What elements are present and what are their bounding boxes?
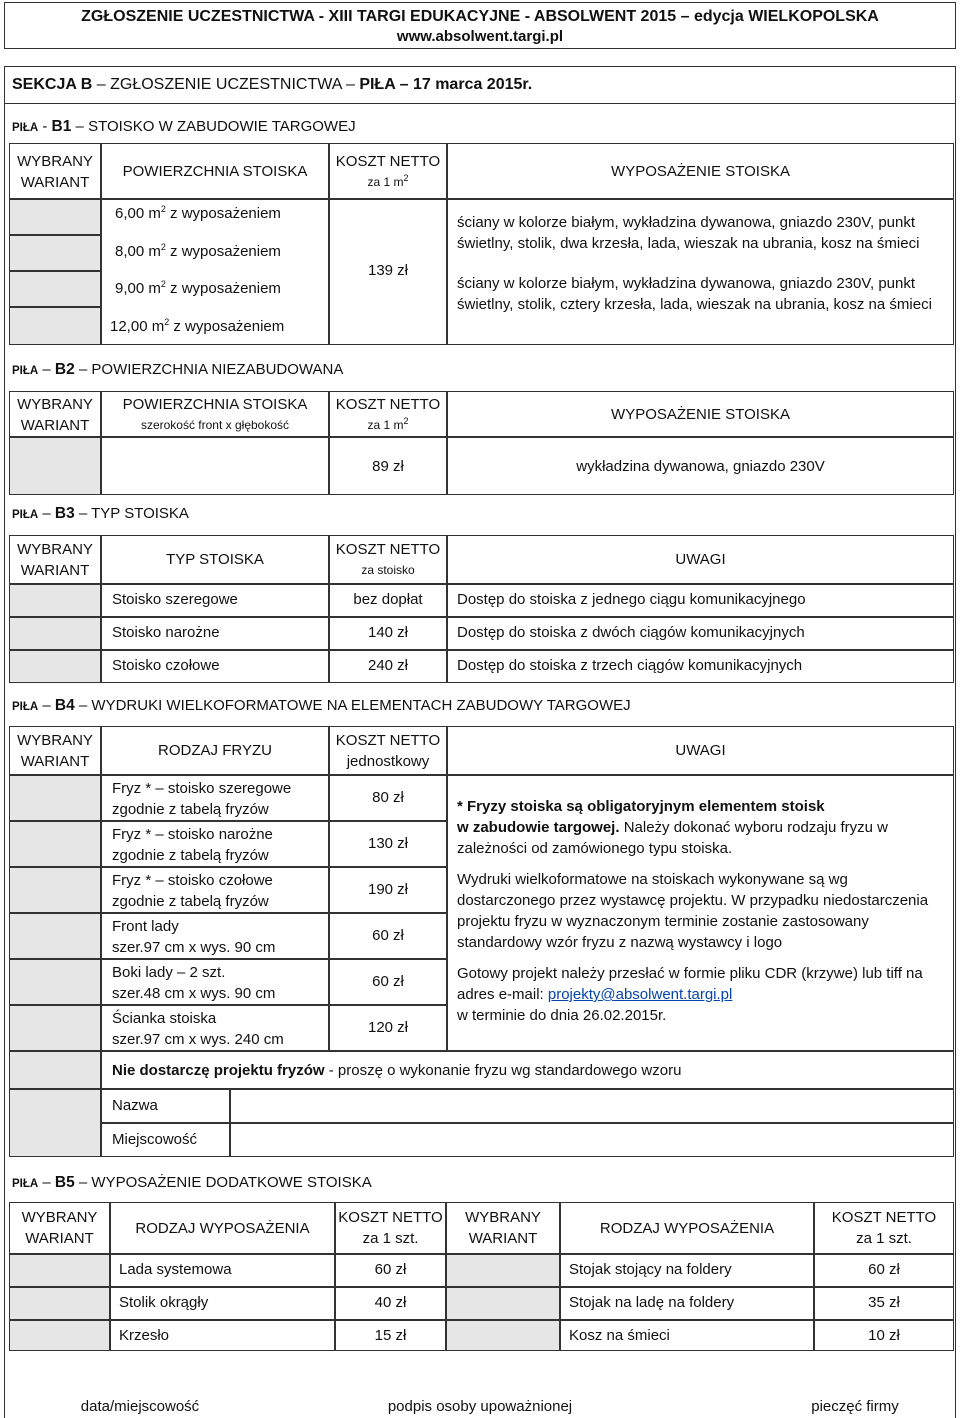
b4-row-5-type [101,959,329,1005]
b1-area-8-num: 8,00 m [115,243,161,260]
b1-code: B1 [51,118,72,135]
b1-area-9-rest: z wyposażeniem [165,280,281,297]
b5-right-cost-3: 10 zł [868,1327,900,1344]
b4-variant-checkbox-5[interactable] [9,959,101,1005]
b4-cost-label-2: jednostkowy [346,753,430,770]
b3-row-2-cost-text: 140 zł [367,624,409,641]
b3-city: PIŁA [12,509,39,521]
b5-left-row-3-item [110,1320,335,1351]
b3-row-1-type-text: Stoisko szeregowe [112,591,238,608]
b1-cost-unit: za 1 m [367,175,404,189]
b1-area-6-sup: 2 [160,204,166,214]
b5-heading: PIŁA – B5 – WYPOSAŻENIE DODATKOWE STOISKA [12,1174,372,1191]
b1-area-label: POWIERZCHNIA STOISKA [122,163,308,180]
b4-variant-label-2: WARIANT [20,753,90,770]
city-input[interactable] [230,1123,954,1157]
b4-variant-checkbox-1[interactable] [9,775,101,821]
b4-col-variant [9,726,101,775]
b4-row-5-cost [329,959,447,1005]
email-link[interactable]: projekty@absolwent.targi.pl [547,986,733,1003]
b4-variant-label-1: WYBRANY [17,732,93,749]
b2-cost-sup: 2 [403,416,409,426]
b3-row-3-cost [329,650,447,683]
b4-cost-label-1: KOSZT NETTO [335,732,441,749]
b2-price: 89 zł [372,458,404,475]
b5-left-row-3-cost [335,1320,446,1351]
b5-right-row-3-item [560,1320,814,1351]
b5-left-item-2: Stolik okrągły [119,1294,209,1311]
b1-area-8 [115,243,281,260]
b2-col-cost [329,391,447,437]
b4-col-notes [447,726,954,775]
b2-col-equip [447,391,954,437]
b3-cost-label-1: KOSZT NETTO [335,541,441,558]
b1-area-12-num: 12,00 m [110,318,165,335]
b2-variant-checkbox[interactable] [9,437,101,495]
b2-area-label: POWIERZCHNIA STOISKA [122,396,308,413]
b3-col-notes [447,535,954,584]
b5-right-row-1-item [560,1254,814,1287]
b5-left-cost-1: 60 zł [374,1261,407,1278]
b4-variant-checkbox-3[interactable] [9,867,101,913]
name-label: Nazwa [112,1097,158,1114]
b2-city: PIŁA [12,365,39,377]
b5-col-cost-right [814,1202,954,1254]
b4-row-5-line-1: Boki lady – 2 szt. [112,964,226,981]
b3-variant-checkbox-2[interactable] [9,617,101,650]
b1-price: 139 zł [367,262,409,279]
b2-equip-cell [447,437,954,495]
b1-city: PIŁA [12,122,39,134]
b2-equip: wykładzina dywanowa, gniazdo 230V [576,458,825,475]
b5-right-row-2-cost [814,1287,954,1320]
b5-right-checkbox-1[interactable] [446,1254,560,1287]
b3-row-1-cost [329,584,447,617]
b1-cost-sup: 2 [403,173,409,183]
b4-col-cost [329,726,447,775]
b5-right-item-2: Stojak na ladę na foldery [569,1294,735,1311]
b3-code: B3 [54,505,75,522]
b1-area-6-num: 6,00 m [115,205,161,222]
b4-row-3-line-2: zgodnie z tabelą fryzów [112,893,269,910]
b1-equip-2: ściany w kolorze białym, wykładzina dywanowa, gniazdo 230V, punkt świetlny, stolik, cztery krzesła, lada, wieszak na ubrania, kosz na śmieci [457,275,932,313]
section-b-prefix: SEKCJA B [12,76,93,93]
b1-variant-label-1: WYBRANY [17,153,93,170]
b1-area-8-sup: 2 [160,242,166,252]
b4-row-4-line-1: Front lady [112,918,179,935]
b4-row-6-type [101,1005,329,1051]
b4-code: B4 [54,697,75,714]
section-b-divider [4,103,956,104]
b3-row-2-note-text: Dostęp do stoiska z dwóch ciągów komunikacyjnych [457,624,805,641]
b2-cost-label-1: KOSZT NETTO [335,396,441,413]
b5-right-checkbox-2[interactable] [446,1287,560,1320]
b3-type-label: TYP STOISKA [166,551,264,568]
b3-row-1-note-text: Dostęp do stoiska z jednego ciągu komunikacyjnego [457,591,806,608]
b1-price-cell [329,199,447,345]
b2-variant-label-2: WARIANT [20,417,90,434]
b3-title: TYP STOISKA [91,505,189,522]
b1-cost-label-2 [330,172,446,193]
b3-col-variant [9,535,101,584]
b4-row-4-cost [329,913,447,959]
b2-area-sub: szerokość front x głębokość [140,418,290,432]
b1-variant-checkbox-2[interactable] [9,235,101,271]
b5-left-checkbox-1[interactable] [9,1254,110,1287]
b4-city-label-cell [101,1123,230,1157]
b3-variant-checkbox-3[interactable] [9,650,101,683]
b4-col-type [101,726,329,775]
b3-variant-label-1: WYBRANY [17,541,93,558]
b4-note-3 [457,963,943,1026]
b2-price-cell [329,437,447,495]
b1-col-area [101,143,329,199]
section-b-date: – 17 marca 2015r. [395,76,533,93]
b5-left-cost-3: 15 zł [374,1327,407,1344]
b4-variant-checkbox-4[interactable] [9,913,101,959]
b5-left-item-1: Lada systemowa [119,1261,232,1278]
b5-city: PIŁA [12,1178,39,1190]
b5-col-equip-right [560,1202,814,1254]
b4-row-1-cost [329,775,447,821]
city-label: Miejscowość [112,1131,198,1148]
b1-heading: PIŁA - B1 – STOISKO W ZABUDOWIE TARGOWEJ [12,118,356,135]
b4-row-4-line-2: szer.97 cm x wys. 90 cm [112,939,276,956]
b5-left-row-1-item [110,1254,335,1287]
b4-variant-checkbox-6[interactable] [9,1005,101,1051]
b4-type-label: RODZAJ FRYZU [158,742,272,759]
b4-row-2-cost-text: 130 zł [367,835,409,852]
b4-row-1-line-2: zgodnie z tabelą fryzów [112,801,269,818]
b4-row-3-cost-text: 190 zł [367,881,409,898]
b1-area-12-rest: z wyposażeniem [169,318,285,335]
form-header [4,2,956,49]
footer-signature: podpis osoby upoważnionej [387,1398,573,1415]
b4-city: PIŁA [12,701,39,713]
b3-row-2-cost [329,617,447,650]
b3-row-3-note [447,650,954,683]
b1-col-variant [9,143,101,199]
b5-left-item-3: Krzesło [119,1327,170,1344]
b5-variant-label-right-2: WARIANT [468,1230,538,1247]
b4-note-3-a: Gotowy projekt należy przesłać w formie pliku CDR (krzywe) lub tiff na adres e-mail: [457,965,923,1003]
b1-equip-1: ściany w kolorze białym, wykładzina dywanowa, gniazdo 230V, punkt świetlny, stolik, dwa krzesła, lada, wieszak na ubrania, kosz na śmieci [457,214,920,252]
b1-area-12-sup: 2 [164,317,170,327]
b2-title: POWIERZCHNIA NIEZABUDOWANA [91,361,344,378]
b4-note-3-b: w terminie do dnia 26.02.2015r. [457,1007,667,1024]
b1-area-9-num: 9,00 m [115,280,161,297]
section-b-middle: – ZGŁOSZENIE UCZESTNICTWA – [92,76,360,93]
b5-right-row-1-cost [814,1254,954,1287]
b4-row-1-line-1: Fryz * – stoisko szeregowe [112,780,292,797]
b5-col-variant-left [9,1202,110,1254]
website-url: www.absolwent.targi.pl [396,28,564,45]
b5-right-item-3: Kosz na śmieci [569,1327,670,1344]
b4-row-2-cost [329,821,447,867]
b1-variant-label-2: WARIANT [20,174,90,191]
b4-note-1-rest: Należy dokonać wyboru rodzaju fryzu w zależności od zamówionego typu stoiska. [457,819,888,857]
b5-left-row-2-item [110,1287,335,1320]
b3-row-3-type-text: Stoisko czołowe [112,657,220,674]
b4-row-6-line-1: Ścianka stoiska [112,1010,217,1027]
b2-code: B2 [54,361,75,378]
b3-heading: PIŁA – B3 – TYP STOISKA [12,505,189,522]
b5-left-checkbox-2[interactable] [9,1287,110,1320]
section-b-city: PIŁA [359,76,396,93]
b3-row-3-cost-text: 240 zł [367,657,409,674]
b5-code: B5 [54,1174,75,1191]
b5-cost-label-left-1: KOSZT NETTO [338,1209,443,1226]
b1-area-6 [115,205,281,222]
b3-row-1-cost-text: bez dopłat [353,591,423,608]
b5-variant-label-1: WYBRANY [21,1209,98,1226]
b1-cost-label-1: KOSZT NETTO [335,153,441,170]
b1-area-9 [115,280,281,297]
b5-left-checkbox-3[interactable] [9,1320,110,1351]
b1-variant-checkbox-3[interactable] [9,271,101,307]
b2-dimensions-input[interactable] [101,437,329,495]
b4-title: WYDRUKI WIELKOFORMATOWE NA ELEMENTACH ZABUDOWY TARGOWEJ [91,697,631,714]
b4-row-5-cost-text: 60 zł [372,973,404,990]
b4-note-2: Wydruki wielkoformatowe na stoiskach wykonywane są wg dostarczonego przez wystawcę projektu. W przypadku niedostarczenia projektu fryzu w wyznaczonym terminie zostanie zastosowany standardowy wzór fryzu z nazwą wystawcy i logo [457,871,929,951]
b4-row-1-type [101,775,329,821]
b2-col-area [101,391,329,437]
b5-variant-label-right-1: WYBRANY [465,1209,541,1226]
b3-row-2-note [447,617,954,650]
b3-variant-label-2: WARIANT [20,562,90,579]
b4-row-2-line-1: Fryz * – stoisko narożne [112,826,273,843]
b4-notes-cell [447,775,954,1051]
b5-col-equip-left [110,1202,335,1254]
b4-row-6-cost-text: 120 zł [367,1019,409,1036]
b4-name-spacer [9,1089,101,1157]
b4-note-bold-2: w zabudowie targowej. [457,819,620,836]
b5-cost-label-right-2: za 1 szt. [856,1230,912,1247]
b4-name-label-cell [101,1089,230,1123]
b4-row-1-cost-text: 80 zł [372,789,404,806]
b4-no-project-cell [101,1051,954,1089]
form-title: ZGŁOSZENIE UCZESTNICTWA - XIII TARGI EDUKACYJNE - ABSOLWENT 2015 – edycja WIELKOPOLSKA [81,8,879,25]
b5-equip-label-right: RODZAJ WYPOSAŻENIA [599,1220,775,1237]
b1-area-6-rest: z wyposażeniem [165,205,281,222]
b3-row-3-type [101,650,329,683]
b3-col-cost [329,535,447,584]
b4-row-5-line-2: szer.48 cm x wys. 90 cm [112,985,276,1002]
b3-cost-label-2: za stoisko [361,563,415,577]
b5-right-checkbox-3[interactable] [446,1320,560,1351]
b2-heading: PIŁA – B2 – POWIERZCHNIA NIEZABUDOWANA [12,361,344,378]
b4-note-bold-1: * Fryzy stoiska są obligatoryjnym elementem stoisk [457,798,825,815]
b2-cost-unit: za 1 m [367,418,404,432]
b4-row-3-type [101,867,329,913]
b3-row-2-type-text: Stoisko narożne [112,624,220,641]
b3-row-1-type [101,584,329,617]
b5-equip-label-left: RODZAJ WYPOSAŻENIA [135,1220,310,1237]
b1-col-equip [447,143,954,199]
b4-row-3-cost [329,867,447,913]
b5-col-variant-right [446,1202,560,1254]
b5-col-cost-left [335,1202,446,1254]
section-b-heading [12,76,532,94]
b5-left-cost-2: 40 zł [374,1294,407,1311]
b5-right-cost-1: 60 zł [868,1261,900,1278]
b1-area-9-sup: 2 [160,279,166,289]
b4-row-4-type [101,913,329,959]
b1-variant-checkbox-4[interactable] [9,307,101,345]
b2-cost-label-2 [330,415,446,436]
b3-row-1-note [447,584,954,617]
b4-row-4-cost-text: 60 zł [372,927,404,944]
b4-row-6-line-2: szer.97 cm x wys. 240 cm [112,1031,284,1048]
b1-variant-checkbox-1[interactable] [9,199,101,235]
name-input[interactable] [230,1089,954,1123]
b1-col-cost [329,143,447,199]
footer-date-place: data/miejscowość [80,1398,200,1415]
b5-title: WYPOSAŻENIE DODATKOWE STOISKA [91,1174,372,1191]
b2-equip-label: WYPOSAŻENIE STOISKA [611,406,790,423]
b1-title: STOISKO W ZABUDOWIE TARGOWEJ [88,118,356,135]
footer-stamp: pieczęć firmy [811,1398,899,1415]
b4-row-2-type [101,821,329,867]
b5-variant-label-2: WARIANT [25,1230,94,1247]
no-project-bold: Nie dostarczę projektu fryzów [112,1062,325,1079]
b1-equip-cell [447,199,954,345]
b3-row-3-note-text: Dostęp do stoiska z trzech ciągów komunikacyjnych [457,657,803,674]
b3-notes-label: UWAGI [675,551,726,568]
b4-notes-label: UWAGI [675,742,726,759]
b1-area-12 [110,318,284,335]
b5-right-item-1: Stojak stojący na foldery [569,1261,732,1278]
b1-equip-label: WYPOSAŻENIE STOISKA [611,163,790,180]
b5-right-cost-2: 35 zł [868,1294,900,1311]
b5-right-row-2-item [560,1287,814,1320]
b3-col-type [101,535,329,584]
b4-variant-checkbox-2[interactable] [9,821,101,867]
b4-no-project-checkbox[interactable] [9,1051,101,1089]
b3-row-2-type [101,617,329,650]
b5-cost-label-right-1: KOSZT NETTO [831,1209,937,1226]
b4-row-2-line-2: zgodnie z tabelą fryzów [112,847,269,864]
no-project-rest: - proszę o wykonanie fryzu wg standardowego wzoru [324,1062,682,1079]
b3-variant-checkbox-1[interactable] [9,584,101,617]
b5-right-row-3-cost [814,1320,954,1351]
b2-variant-label-1: WYBRANY [17,396,93,413]
b4-row-3-line-1: Fryz * – stoisko czołowe [112,872,273,889]
b5-cost-label-left-2: za 1 szt. [362,1230,419,1247]
b4-row-6-cost [329,1005,447,1051]
b2-col-variant [9,391,101,437]
b5-left-row-2-cost [335,1287,446,1320]
b5-left-row-1-cost [335,1254,446,1287]
b4-note-1 [457,796,943,859]
b1-area-8-rest: z wyposażeniem [165,243,281,260]
b4-heading: PIŁA – B4 – WYDRUKI WIELKOFORMATOWE NA ELEMENTACH ZABUDOWY TARGOWEJ [12,697,631,714]
